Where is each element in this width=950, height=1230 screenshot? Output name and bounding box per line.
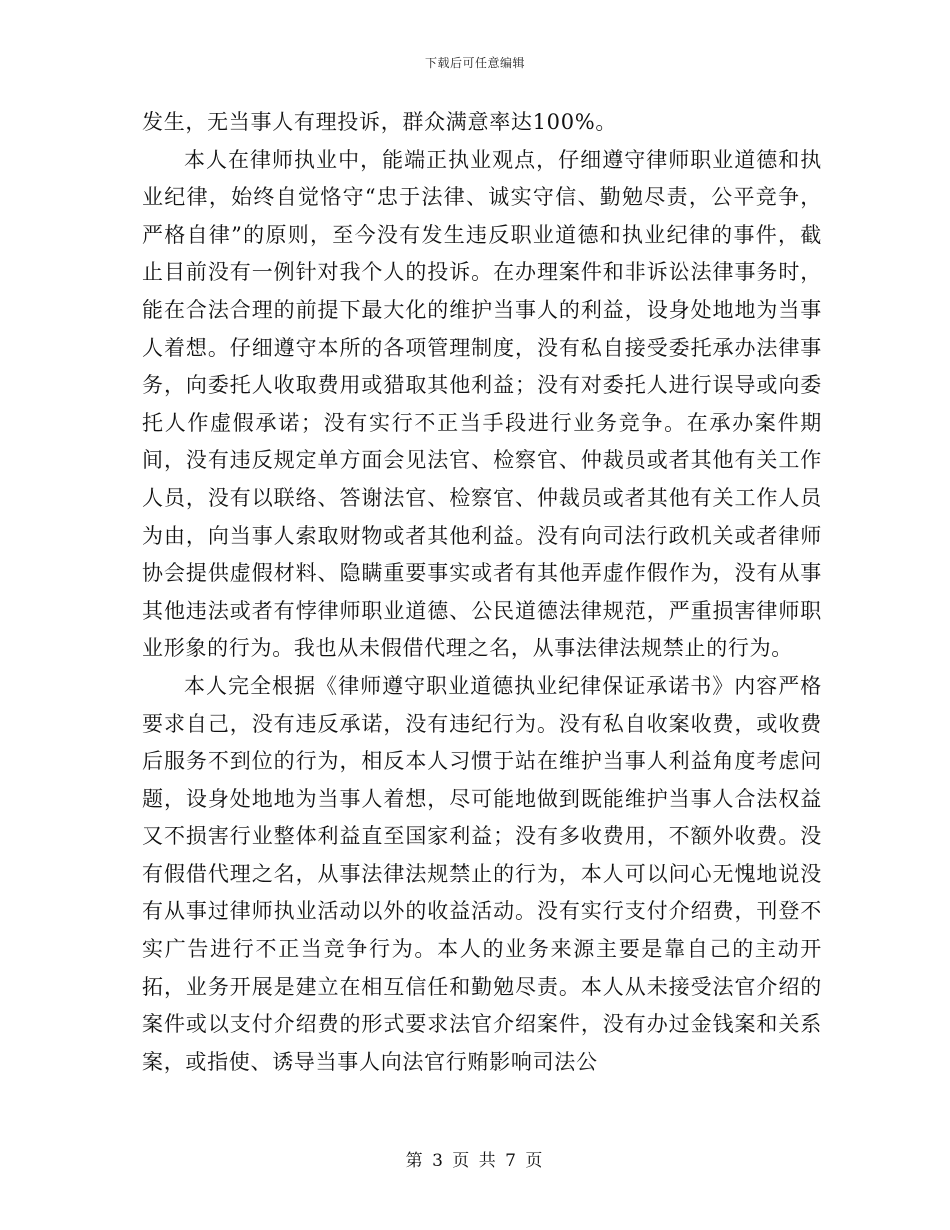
page-footer (0, 1146, 950, 1171)
paragraph-conduct: 本人在律师执业中，能端正执业观点，仔细遵守律师职业道德和执业纪律，始终自觉恪守“忠于法律、诚实守信、勤勉尽责，公平竞争，严格自律”的原则，至今没有发生违反职业道德和执业纪律的事件，截止目前没有一例针对我个人的投诉。在办理案件和非诉讼法律事务时，能在合法合理的前提下最大化的维护当事人的利益，设身处地地为当事人着想。仔细遵守本所的各项管理制度，没有私自接受委托承办法律事务，向委托人收取费用或猎取其他利益；没有对委托人进行误导或向委托人作虚假承诺；没有实行不正当手段进行业务竞争。在承办案件期间，没有违反规定单方面会见法官、检察官、仲裁员或者其他有关工作人员，没有以联络、答谢法官、检察官、仲裁员或者其他有关工作人员为由，向当事人索取财物或者其他利益。没有向司法行政机关或者律师协会提供虚假材料、隐瞒重要事实或者有其他弄虚作假作为，没有从事其他违法或者有悖律师职业道德、公民道德法律规范，严重损害律师职业形象的行为。我也从未假借代理之名，从事法律法规禁止的行为。 (142, 147, 822, 661)
document-body (142, 104, 822, 1081)
paragraph-commitment: 本人完全根据《律师遵守职业道德执业纪律保证承诺书》内容严格要求自己，没有违反承诺，没有违纪行为。没有私自收案收费，或收费后服务不到位的行为，相反本人习惯于站在维护当事人利益角度考虑问题，设身处地地为当事人着想，尽可能地做到既能维护当事人合法权益又不损害行业整体利益直至国家利益；没有多收费用，不额外收费。没有假借代理之名，从事法律法规禁止的行为，本人可以问心无愧地说没有从事过律师执业活动以外的收益活动。没有实行支付介绍费，刊登不实广告进行不正当竞争行为。本人的业务来源主要是靠自己的主动开拓，业务开展是建立在相互信任和勤勉尽责。本人从未接受法官介绍的案件或以支付介绍费的形式要求法官介绍案件，没有办过金钱案和关系案，或指使、诱导当事人向法官行贿影响司法公 (142, 673, 822, 1074)
footer-label-ye-2: 页 (525, 1151, 545, 1171)
current-page-number: 3 (432, 1151, 445, 1171)
total-pages-number: 7 (505, 1151, 518, 1171)
footer-label-gong: 共 (478, 1151, 498, 1171)
page-header: 下载后可任意编辑 (424, 56, 525, 70)
footer-label-di: 第 (405, 1151, 425, 1171)
footer-label-ye: 页 (452, 1151, 472, 1171)
paragraph-continued: 发生，无当事人有理投诉，群众满意率达100%。 (142, 110, 618, 134)
